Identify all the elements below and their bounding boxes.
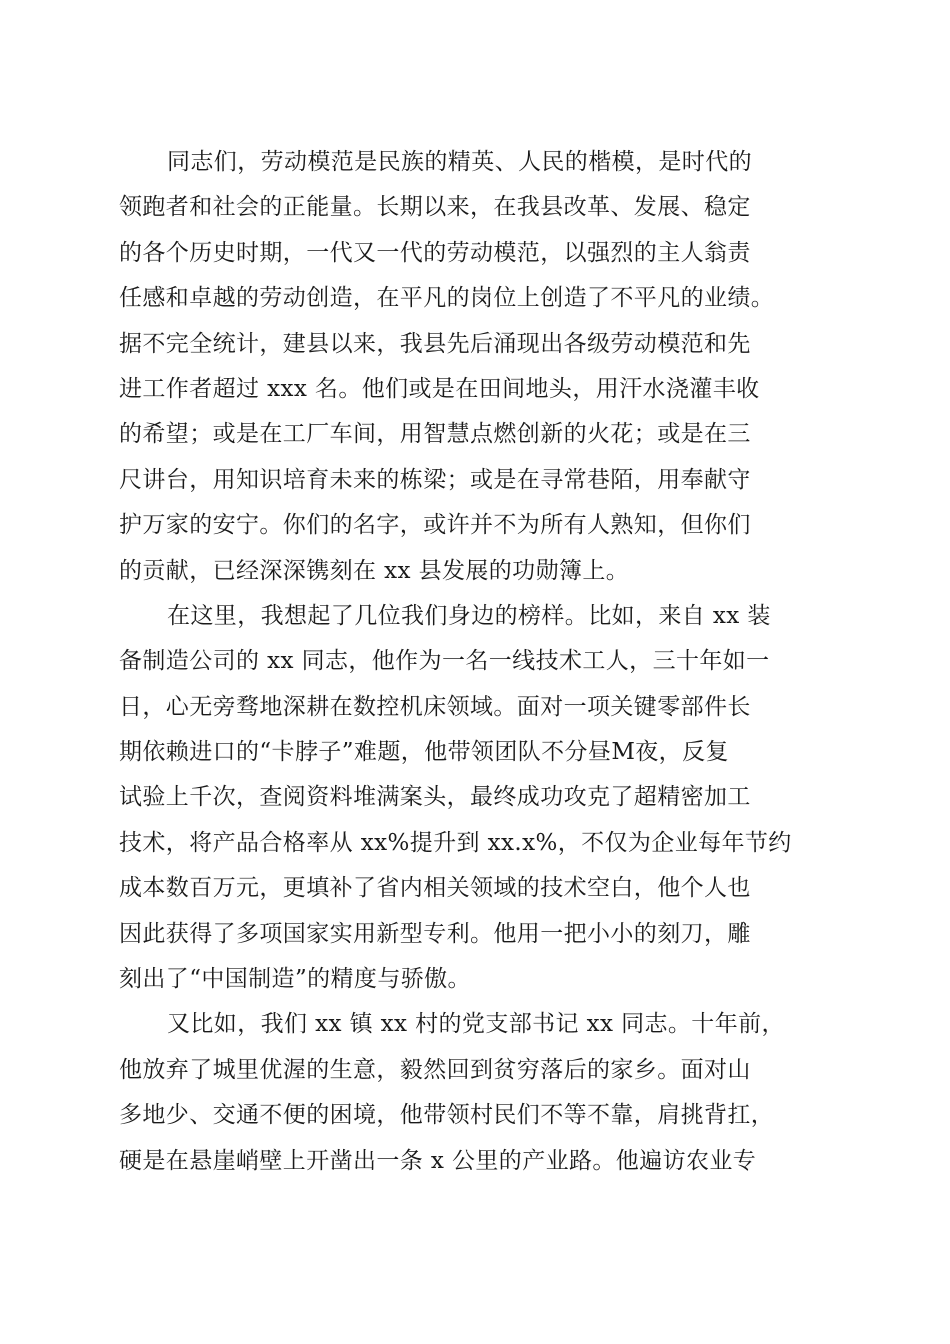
text-line: 护万家的安宁。你们的名字，或许并不为所有人熟知，但你们 [119, 512, 751, 539]
text-line: 据不完全统计，建县以来，我县先后涌现出各级劳动模范和先 [119, 330, 751, 357]
text-line: 的各个历史时期，一代又一代的劳动模范，以强烈的主人翁责 [119, 239, 751, 266]
paragraph-1 [119, 140, 831, 594]
document-body [119, 140, 831, 1184]
text-line: 多地少、交通不便的困境，他带领村民们不等不靠，肩挑背扛， [119, 1102, 775, 1129]
paragraph-2 [119, 594, 831, 1003]
text-line: 的希望；或是在工厂车间，用智慧点燃创新的火花；或是在三 [119, 421, 751, 448]
text-line: 尺讲台，用知识培育未来的栋梁；或是在寻常巷陌，用奉献守 [119, 466, 751, 493]
text-line: 日，心无旁骛地深耕在数控机床领域。面对一项关键零部件长 [119, 693, 751, 720]
text-line: 又比如，我们 xx 镇 xx 村的党支部书记 xx 同志。十年前， [167, 1011, 785, 1038]
text-line: 技术，将产品合格率从 xx%提升到 xx.x%，不仅为企业每年节约 [119, 829, 792, 856]
text-line: 领跑者和社会的正能量。长期以来，在我县改革、发展、稳定 [119, 194, 751, 221]
text-line: 同志们，劳动模范是民族的精英、人民的楷模，是时代的 [167, 149, 752, 175]
text-line: 期依赖进口的“卡脖子”难题，他带领团队不分昼M夜，反复 [119, 739, 729, 766]
text-line: 试验上千次，查阅资料堆满案头，最终成功攻克了超精密加工 [119, 784, 751, 811]
paragraph-3 [119, 1002, 831, 1184]
text-line: 他放弃了城里优渥的生意，毅然回到贫穷落后的家乡。面对山 [119, 1056, 751, 1083]
text-line: 在这里，我想起了几位我们身边的榜样。比如，来自 xx 装 [167, 602, 771, 629]
text-line: 成本数百万元，更填补了省内相关领域的技术空白，他个人也 [119, 875, 751, 902]
text-line: 刻出了“中国制造”的精度与骄傲。 [119, 966, 471, 993]
text-line: 硬是在悬崖峭壁上开凿出一条 x 公里的产业路。他遍访农业专 [119, 1147, 757, 1174]
text-line: 进工作者超过 xxx 名。他们或是在田间地头，用汗水浇灌丰收 [119, 375, 760, 402]
text-line: 备制造公司的 xx 同志，他作为一名一线技术工人，三十年如一 [119, 648, 770, 675]
text-line: 任感和卓越的劳动创造，在平凡的岗位上创造了不平凡的业绩。 [119, 285, 775, 312]
text-line: 的贡献，已经深深镌刻在 xx 县发展的功勋簿上。 [119, 557, 630, 584]
text-line: 因此获得了多项国家实用新型专利。他用一把小小的刻刀，雕 [119, 920, 751, 947]
